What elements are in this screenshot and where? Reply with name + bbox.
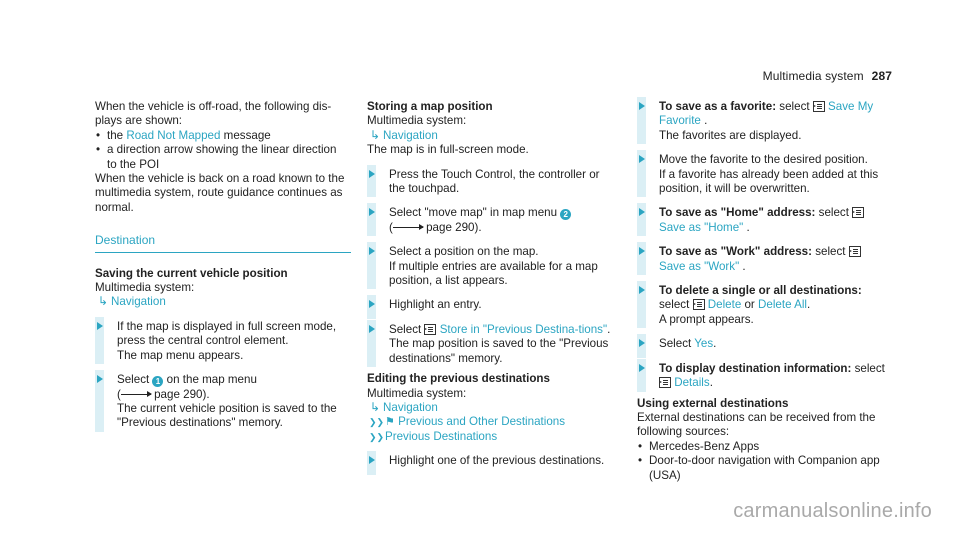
heading-external-destinations: Using external destinations [637,396,789,410]
step-item: Move the favorite to the desired position. If a favorite has already been added at this position, it will be overwritten. [637,153,887,196]
step-item: To save as "Home" address: select Save as "Home" . [637,206,887,235]
heading-storing-map: Storing a map position [367,100,493,113]
menu-icon [693,299,705,310]
heading-saving-position: Saving the current vehicle position [95,266,288,280]
menu-icon [849,246,861,257]
menu-icon [852,207,864,218]
page-number: 287 [871,69,892,83]
page-reference-arrow-icon [393,227,423,228]
nav-path: ❯❯ ⚑ Previous and Other Destinations [369,415,566,429]
step-item: Highlight an entry. [367,298,615,312]
heading-editing-previous: Editing the previous destinations [367,372,550,386]
multimedia-system-label: Multimedia system: [95,281,195,295]
flag-icon: ⚑ [385,416,395,429]
section-title-destination: Destination [95,233,351,252]
nav-path: ❯❯ Previous Destinations [369,429,498,443]
nav-navigation: Navigation [111,295,166,309]
nav-path: ↳ Navigation [370,127,438,142]
step-item: Select Yes. [637,337,887,351]
nav-arrow-icon: ↳ [98,294,109,309]
list-item: • Mercedes-Benz Apps [637,440,887,454]
callout-number: 2 [560,209,571,220]
callout-number: 1 [152,376,163,387]
nav-path [95,295,351,309]
menu-icon [424,324,436,335]
step-item: To save as "Work" address: select Save as "Work" . [637,245,887,274]
offroad-intro: When the vehicle is off-road, the following dis-plays are shown: [95,100,332,128]
menu-icon [813,101,825,112]
step-item: Press the Touch Control, the controller or the touchpad. [367,168,615,197]
list-item: • the Road Not Mapped message [95,129,351,143]
step-arrow-icon [367,451,376,475]
step-arrow-icon [637,359,646,392]
step-arrow-icon [367,203,376,236]
step-arrow-icon [95,317,104,364]
column-middle: Storing a map position Multimedia system: ↳ Navigation The map is in full-screen mode. Press the Touch Control, the controller or the touchpad. Select "move map" in map menu 2 ( page 290). Select a position on the map. If multiple entries are available for a map position, a list appears. Highlight an entry. Select Store in "Previous Destina-tions". The map position is saved to the "Previous destinations" memory. Editing the previous destinations Multimedia system: ↳ Navigation ❯❯ ⚑ Previous and Other Destinations ❯❯ Previous Destinations Highlight one of the previous destinations. [367,100,615,469]
step-arrow-icon [637,97,646,144]
page-reference-arrow-icon [121,394,151,395]
menu-icon [659,377,671,388]
column-right: To save as a favorite: select Save My Favorite . The favorites are displayed. Move the favorite to the desired position. If a favorite has already been added at this position, it will be overwritten. To save as "Home" address: select Save as "Home" . To save as "Work" address: select Save as "Work" . To delete a single or all destinations: select Delete or Delete All. A prompt appears. Select Yes. To display destination information: select Details. Using external destinations External destinations can be received from the following sources: • Mercedes-Benz Apps • Door-to-door navigation with Companion app (USA) [637,100,887,483]
step-item: Highlight one of the previous destinations. [367,454,615,468]
step-arrow-icon [637,242,646,275]
step-arrow-icon [367,295,376,319]
step-item: Select 1 on the map menu ( page 290). The current vehicle position is saved to the "Previous destinations" memory. [95,373,351,431]
step-arrow-icon [367,165,376,198]
step-arrow-icon [95,370,104,432]
route-resume-text: When the vehicle is back on a road known to the multimedia system, route guidance continues as normal. [95,172,345,214]
column-left [95,100,351,431]
step-item: Select a position on the map. If multiple entries are available for a map position, a list appears. [367,245,615,288]
step-item: To save as a favorite: select Save My Favorite . The favorites are displayed. [637,100,887,143]
page-header [763,69,892,83]
store-previous-label: Store in "Previous Destina-tions" [439,322,608,336]
step-item: To delete a single or all destinations: select Delete or Delete All. A prompt appears. [637,284,887,327]
nav-arrow-icon: ↳ [370,127,381,142]
step-arrow-icon [637,150,646,197]
nav-arrow-icon: ↳ [370,399,381,414]
step-arrow-icon [367,242,376,289]
list-item: • Door-to-door navigation with Companion app (USA) [637,454,887,483]
step-item: If the map is displayed in full screen mode, press the central control element. The map menu appears. [95,320,351,363]
step-arrow-icon [367,320,376,367]
double-chevron-icon: ❯❯ [369,431,385,442]
header-section: Multimedia system [762,69,864,83]
watermark: carmanualsonline.info [733,500,932,522]
step-arrow-icon [637,203,646,236]
step-item: Select Store in "Previous Destina-tions". The map position is saved to the "Previous destinations" memory. [367,323,615,366]
nav-path: ↳ Navigation [370,399,438,414]
step-item: To display destination information: select Details. [637,362,887,391]
step-arrow-icon [637,334,646,358]
step-item: Select "move map" in map menu 2 ( page 290). [367,206,615,235]
double-chevron-icon: ❯❯ [369,417,385,428]
step-arrow-icon [637,281,646,328]
road-not-mapped-label: Road Not Mapped [126,128,221,142]
list-item: • a direction arrow showing the linear direction to the POI [95,143,351,172]
